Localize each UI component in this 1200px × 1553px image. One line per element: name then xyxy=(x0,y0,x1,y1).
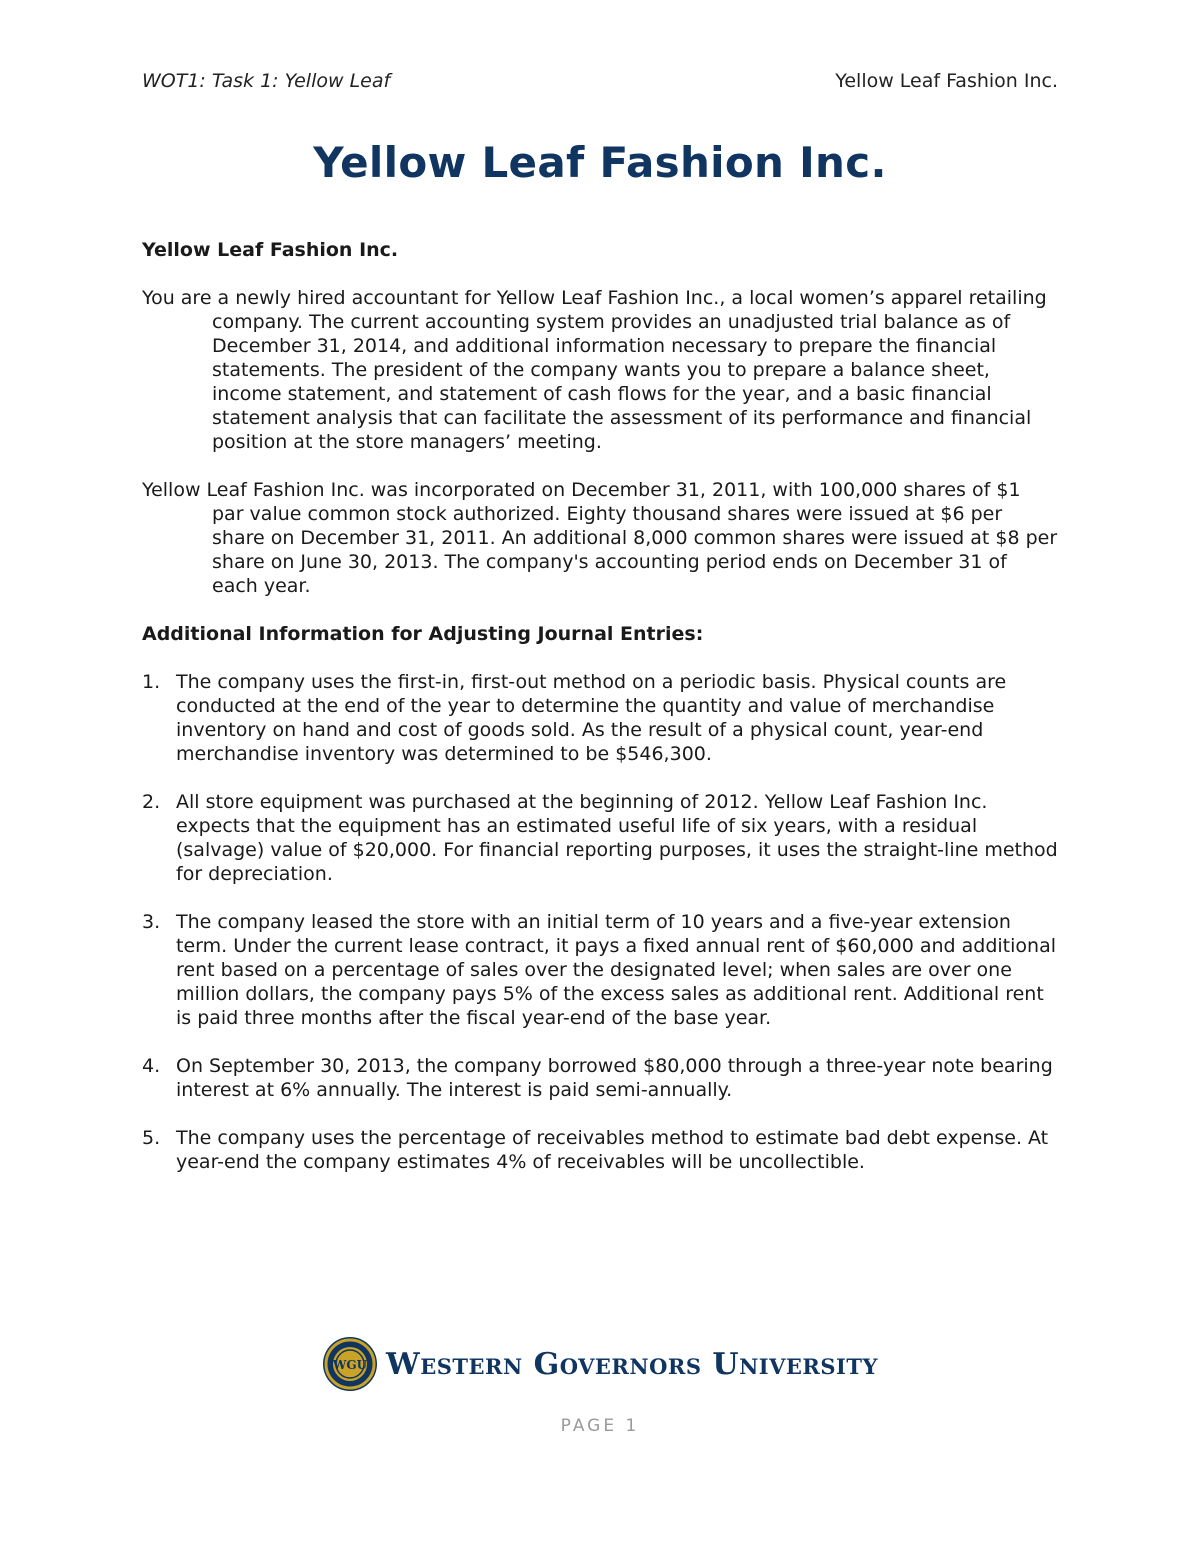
list-item xyxy=(142,670,1058,766)
list-item-text: On September 30, 2013, the company borrowed $80,000 through a three-year note bearing interest at 6% annually. The interest is paid semi-annually. xyxy=(176,1055,1053,1101)
header-right-text: Yellow Leaf Fashion Inc. xyxy=(835,70,1058,92)
list-item-number: 2. xyxy=(142,791,161,813)
section-heading-company: Yellow Leaf Fashion Inc. xyxy=(142,239,399,261)
list-item-number: 4. xyxy=(142,1055,161,1077)
list-item-text: All store equipment was purchased at the beginning of 2012. Yellow Leaf Fashion Inc. expects that the equipment has an estimated useful life of six years, with a residual (salvage) value of $20,000. For financial reporting purposes, it uses the straight-line method for depreciation. xyxy=(176,791,1058,885)
document-body xyxy=(142,238,1058,1198)
page-number: PAGE 1 xyxy=(560,1416,640,1436)
list-item xyxy=(142,1054,1058,1102)
section-heading-adjusting: Additional Information for Adjusting Journal Entries: xyxy=(142,623,704,645)
list-item xyxy=(142,790,1058,886)
list-item-number: 1. xyxy=(142,671,161,693)
header-left-text: WOT1: Task 1: Yellow Leaf xyxy=(142,70,391,92)
list-item xyxy=(142,1126,1058,1174)
adjusting-entries-list xyxy=(142,670,1058,1174)
document-title: Yellow Leaf Fashion Inc. xyxy=(313,138,887,187)
university-seal-icon xyxy=(322,1336,378,1392)
intro-paragraph: You are a newly hired accountant for Yellow Leaf Fashion Inc., a local women’s apparel retailing company. The current accounting system provides an unadjusted trial balance as of December 31, 2014, and additional information necessary to prepare the financial statements. The president of the company wants you to prepare a balance sheet, income statement, and statement of cash flows for the year, and a basic financial statement analysis that can facilitate the assessment of its performance and financial position at the store managers’ meeting. xyxy=(142,287,1047,453)
list-item-text: The company uses the percentage of receivables method to estimate bad debt expense. At year-end the company estimates 4% of receivables will be uncollectible. xyxy=(176,1127,1049,1173)
seal-letters: WGU xyxy=(332,1358,368,1372)
university-wordmark: Western Governors University xyxy=(386,1346,878,1382)
list-item-text: The company uses the first-in, first-out method on a periodic basis. Physical counts are conducted at the end of the year to determine the quantity and value of merchandise inventory on hand and cost of goods sold. As the result of a physical count, year-end merchandise inventory was determined to be $546,300. xyxy=(176,671,1007,765)
incorporation-paragraph: Yellow Leaf Fashion Inc. was incorporated on December 31, 2011, with 100,000 shares of $1 par value common stock authorized. Eighty thousand shares were issued at $6 per share on December 31, 2011. An additional 8,000 common shares were issued at $8 per share on June 30, 2013. The company's accounting period ends on December 31 of each year. xyxy=(142,479,1058,597)
university-logo xyxy=(0,1336,1200,1392)
list-item xyxy=(142,910,1058,1030)
list-item-text: The company leased the store with an initial term of 10 years and a five-year extension term. Under the current lease contract, it pays a fixed annual rent of $60,000 and additional rent based on a percentage of sales over the designated level; when sales are over one million dollars, the company pays 5% of the excess sales as additional rent. Additional rent is paid three months after the fiscal year-end of the base year. xyxy=(176,911,1056,1029)
list-item-number: 5. xyxy=(142,1127,161,1149)
page-header xyxy=(142,70,1058,92)
list-item-number: 3. xyxy=(142,911,161,933)
